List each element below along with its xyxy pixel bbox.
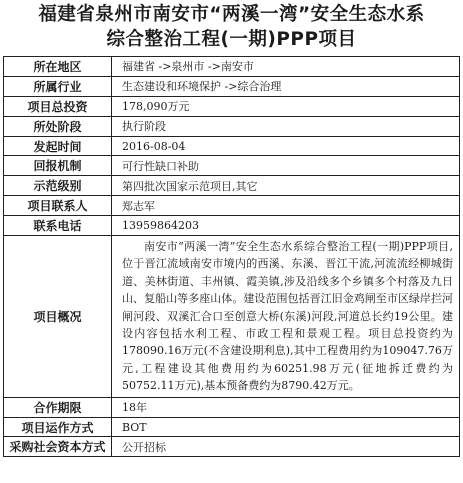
- field-label: 合作期限: [4, 397, 112, 417]
- row-return-mechanism: [4, 156, 460, 176]
- field-label: 所在地区: [4, 57, 112, 77]
- row-stage: [4, 116, 460, 136]
- field-label: 项目总投资: [4, 96, 112, 116]
- field-value: 2016-08-04: [112, 136, 460, 156]
- field-value: 178,090万元: [112, 96, 460, 116]
- field-label: 联系电话: [4, 216, 112, 236]
- field-label: 采购社会资本方式: [4, 437, 112, 457]
- title-line-1: 福建省泉州市南安市“两溪一湾”安全生态水系: [38, 4, 425, 25]
- row-total-investment: [4, 96, 460, 116]
- row-contact-person: [4, 196, 460, 216]
- field-label: 发起时间: [4, 136, 112, 156]
- field-label: 所属行业: [4, 76, 112, 96]
- row-region: [4, 57, 460, 77]
- row-start-date: [4, 136, 460, 156]
- field-value: BOT: [112, 417, 460, 437]
- field-value: 福建省 ->泉州市 ->南安市: [112, 57, 460, 77]
- row-overview: [4, 236, 460, 398]
- field-value: 可行性缺口补助: [112, 156, 460, 176]
- row-operation-mode: [4, 417, 460, 437]
- field-label: 所处阶段: [4, 116, 112, 136]
- row-contact-phone: [4, 216, 460, 236]
- field-label: 示范级别: [4, 176, 112, 196]
- row-cooperation-term: [4, 397, 460, 417]
- row-procurement-method: [4, 437, 460, 457]
- field-label: 项目联系人: [4, 196, 112, 216]
- field-value: 13959864203: [112, 216, 460, 236]
- overview-text: 南安市“两溪一湾”安全生态水系综合整治工程(一期)PPP项目,位于晋江流域南安市境内的西溪、东溪、晋江干流,河流流经柳城街道、美林街道、丰州镇、霞美镇,涉及沿线多个乡镇多个村落及九日山、复船山等多座山体。建设范围包括晋江旧金鸡闸至市区绿岸拦河闸河段、双溪汇合口至创意大桥(东溪)河段,河道总长约19公里。建设内容包括水利工程、市政工程和景观工程。项目总投资约为178090.16万元(不含建设期利息),其中工程费用约为109047.76万元,工程建设其他费用约为60251.98万元(征地拆迁费约为50752.11万元),基本预备费约为8790.42万元。: [112, 236, 460, 398]
- field-label: 项目运作方式: [4, 417, 112, 437]
- field-label: 回报机制: [4, 156, 112, 176]
- row-demo-level: [4, 176, 460, 196]
- field-value: 执行阶段: [112, 116, 460, 136]
- field-value: 第四批次国家示范项目,其它: [112, 176, 460, 196]
- project-info-table: [3, 56, 460, 457]
- field-value: 公开招标: [112, 437, 460, 457]
- row-industry: [4, 76, 460, 96]
- field-value: 郑志军: [112, 196, 460, 216]
- document-title: [3, 2, 460, 52]
- field-label: 项目概况: [4, 236, 112, 398]
- field-value: 生态建设和环境保护 ->综合治理: [112, 76, 460, 96]
- field-value: 18年: [112, 397, 460, 417]
- title-line-2: 综合整治工程(一期)PPP项目: [106, 29, 357, 50]
